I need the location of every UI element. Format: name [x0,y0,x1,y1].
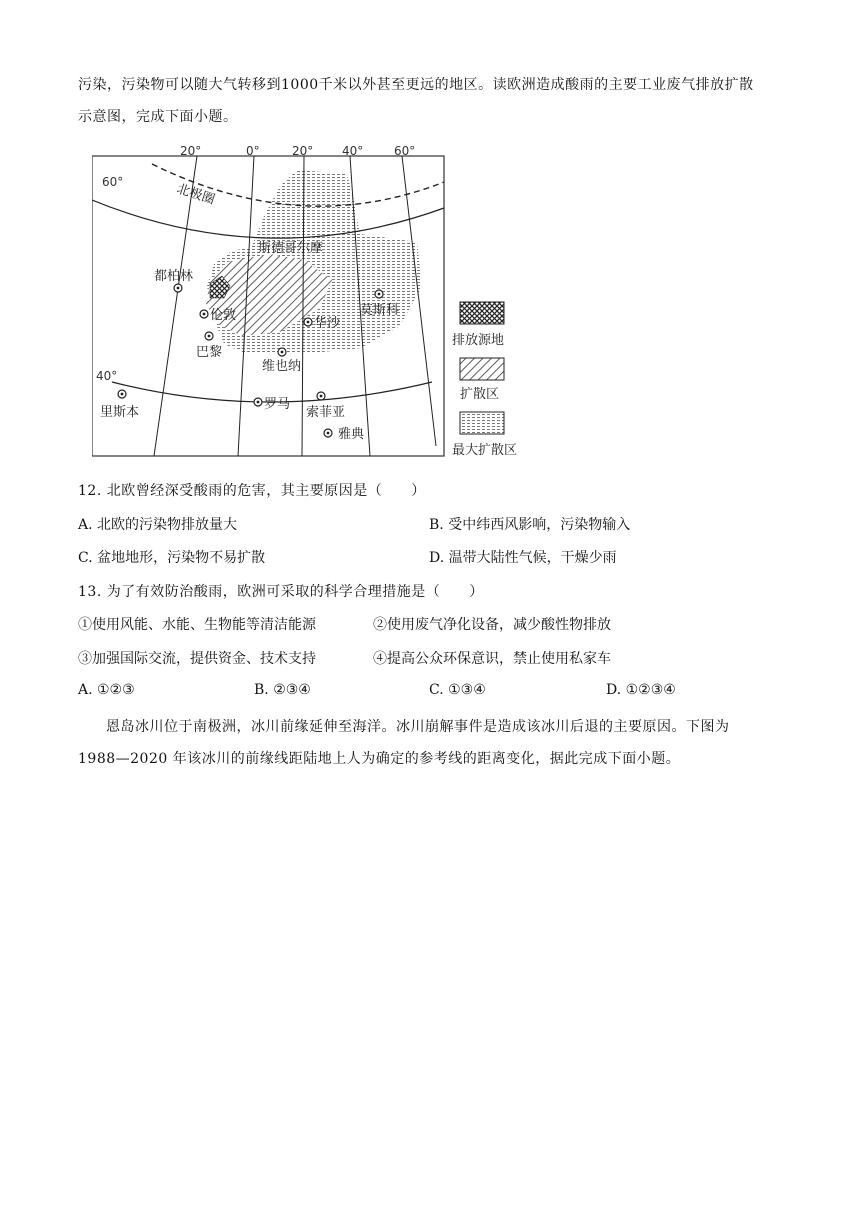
svg-text:排放源地: 排放源地 [452,333,505,348]
q12-option-d: D. 温带大陆性气候，干燥少雨 [429,550,617,566]
q12-option-b: B. 受中纬西风影响，污染物输入 [429,517,631,533]
svg-text:维也纳: 维也纳 [262,359,302,374]
intro-line-2: 示意图，完成下面小题。 [78,109,238,125]
q13-option-a: A. ①②③ [78,682,135,698]
intro-line-1: 污染，污染物可以随大气转移到1000千米以外甚至更远的地区。读欧洲造成酸雨的主要工业废气排放扩散 [78,77,754,93]
q13-stem: 13. 为了有效防治酸雨，欧洲可采取的科学合理措施是（ ） [78,584,484,600]
q13-statement-1: ①使用风能、水能、生物能等清洁能源 [78,617,316,633]
europe-acid-rain-map [92,146,532,464]
lon-label-20e: 20° [292,146,314,158]
city-stockholm [258,240,323,256]
lon-label-20w: 20° [180,146,202,158]
q13-statement-3: ③加强国际交流，提供资金、技术支持 [78,651,316,667]
q13-statement-2: ②使用废气净化设备，减少酸性物排放 [373,617,611,633]
lon-label-0: 0° [246,146,260,158]
q12-stem: 12. 北欧曾经深受酸雨的危害，其主要原因是（ ） [78,483,426,499]
q12-option-a: A. 北欧的污染物排放量大 [78,517,238,533]
svg-text:斯德哥尔摩: 斯德哥尔摩 [258,241,324,256]
q13-option-b: B. ②③④ [254,682,311,698]
legend-max-spread [452,412,517,458]
svg-text:伦敦: 伦敦 [210,308,237,323]
q13-option-d: D. ①②③④ [606,682,676,698]
lon-label-60e: 60° [394,146,416,158]
passage-line-1: 恩岛冰川位于南极洲，冰川前缘延伸至海洋。冰川崩解事件是造成该冰川后退的主要原因。下图为 [106,719,730,735]
q12-option-c: C. 盆地地形，污染物不易扩散 [78,550,266,566]
lon-label-40e: 40° [342,146,364,158]
svg-text:扩散区: 扩散区 [460,387,500,402]
lat-label-40: 40° [96,369,118,383]
arctic-circle-label: 北极圈 [174,181,217,208]
svg-text:巴黎: 巴黎 [196,345,223,360]
passage-line-2: 1988—2020 年该冰川的前缘线距陆地上人为确定的参考线的距离变化，据此完成下面小题。 [78,751,681,767]
svg-text:雅典: 雅典 [338,427,365,442]
svg-text:莫斯科: 莫斯科 [360,303,400,318]
legend-spread [460,358,504,402]
q13-statement-4: ④提高公众环保意识，禁止使用私家车 [373,651,611,667]
lat-label-60: 60° [102,175,124,189]
svg-text:里斯本: 里斯本 [100,405,140,420]
legend-source [452,302,504,348]
svg-text:索菲亚: 索菲亚 [306,405,346,420]
svg-text:都柏林: 都柏林 [154,269,194,284]
svg-text:最大扩散区: 最大扩散区 [452,443,518,458]
q13-option-c: C. ①③④ [429,682,486,698]
svg-text:华沙: 华沙 [314,316,341,331]
svg-text:罗马: 罗马 [264,397,291,412]
